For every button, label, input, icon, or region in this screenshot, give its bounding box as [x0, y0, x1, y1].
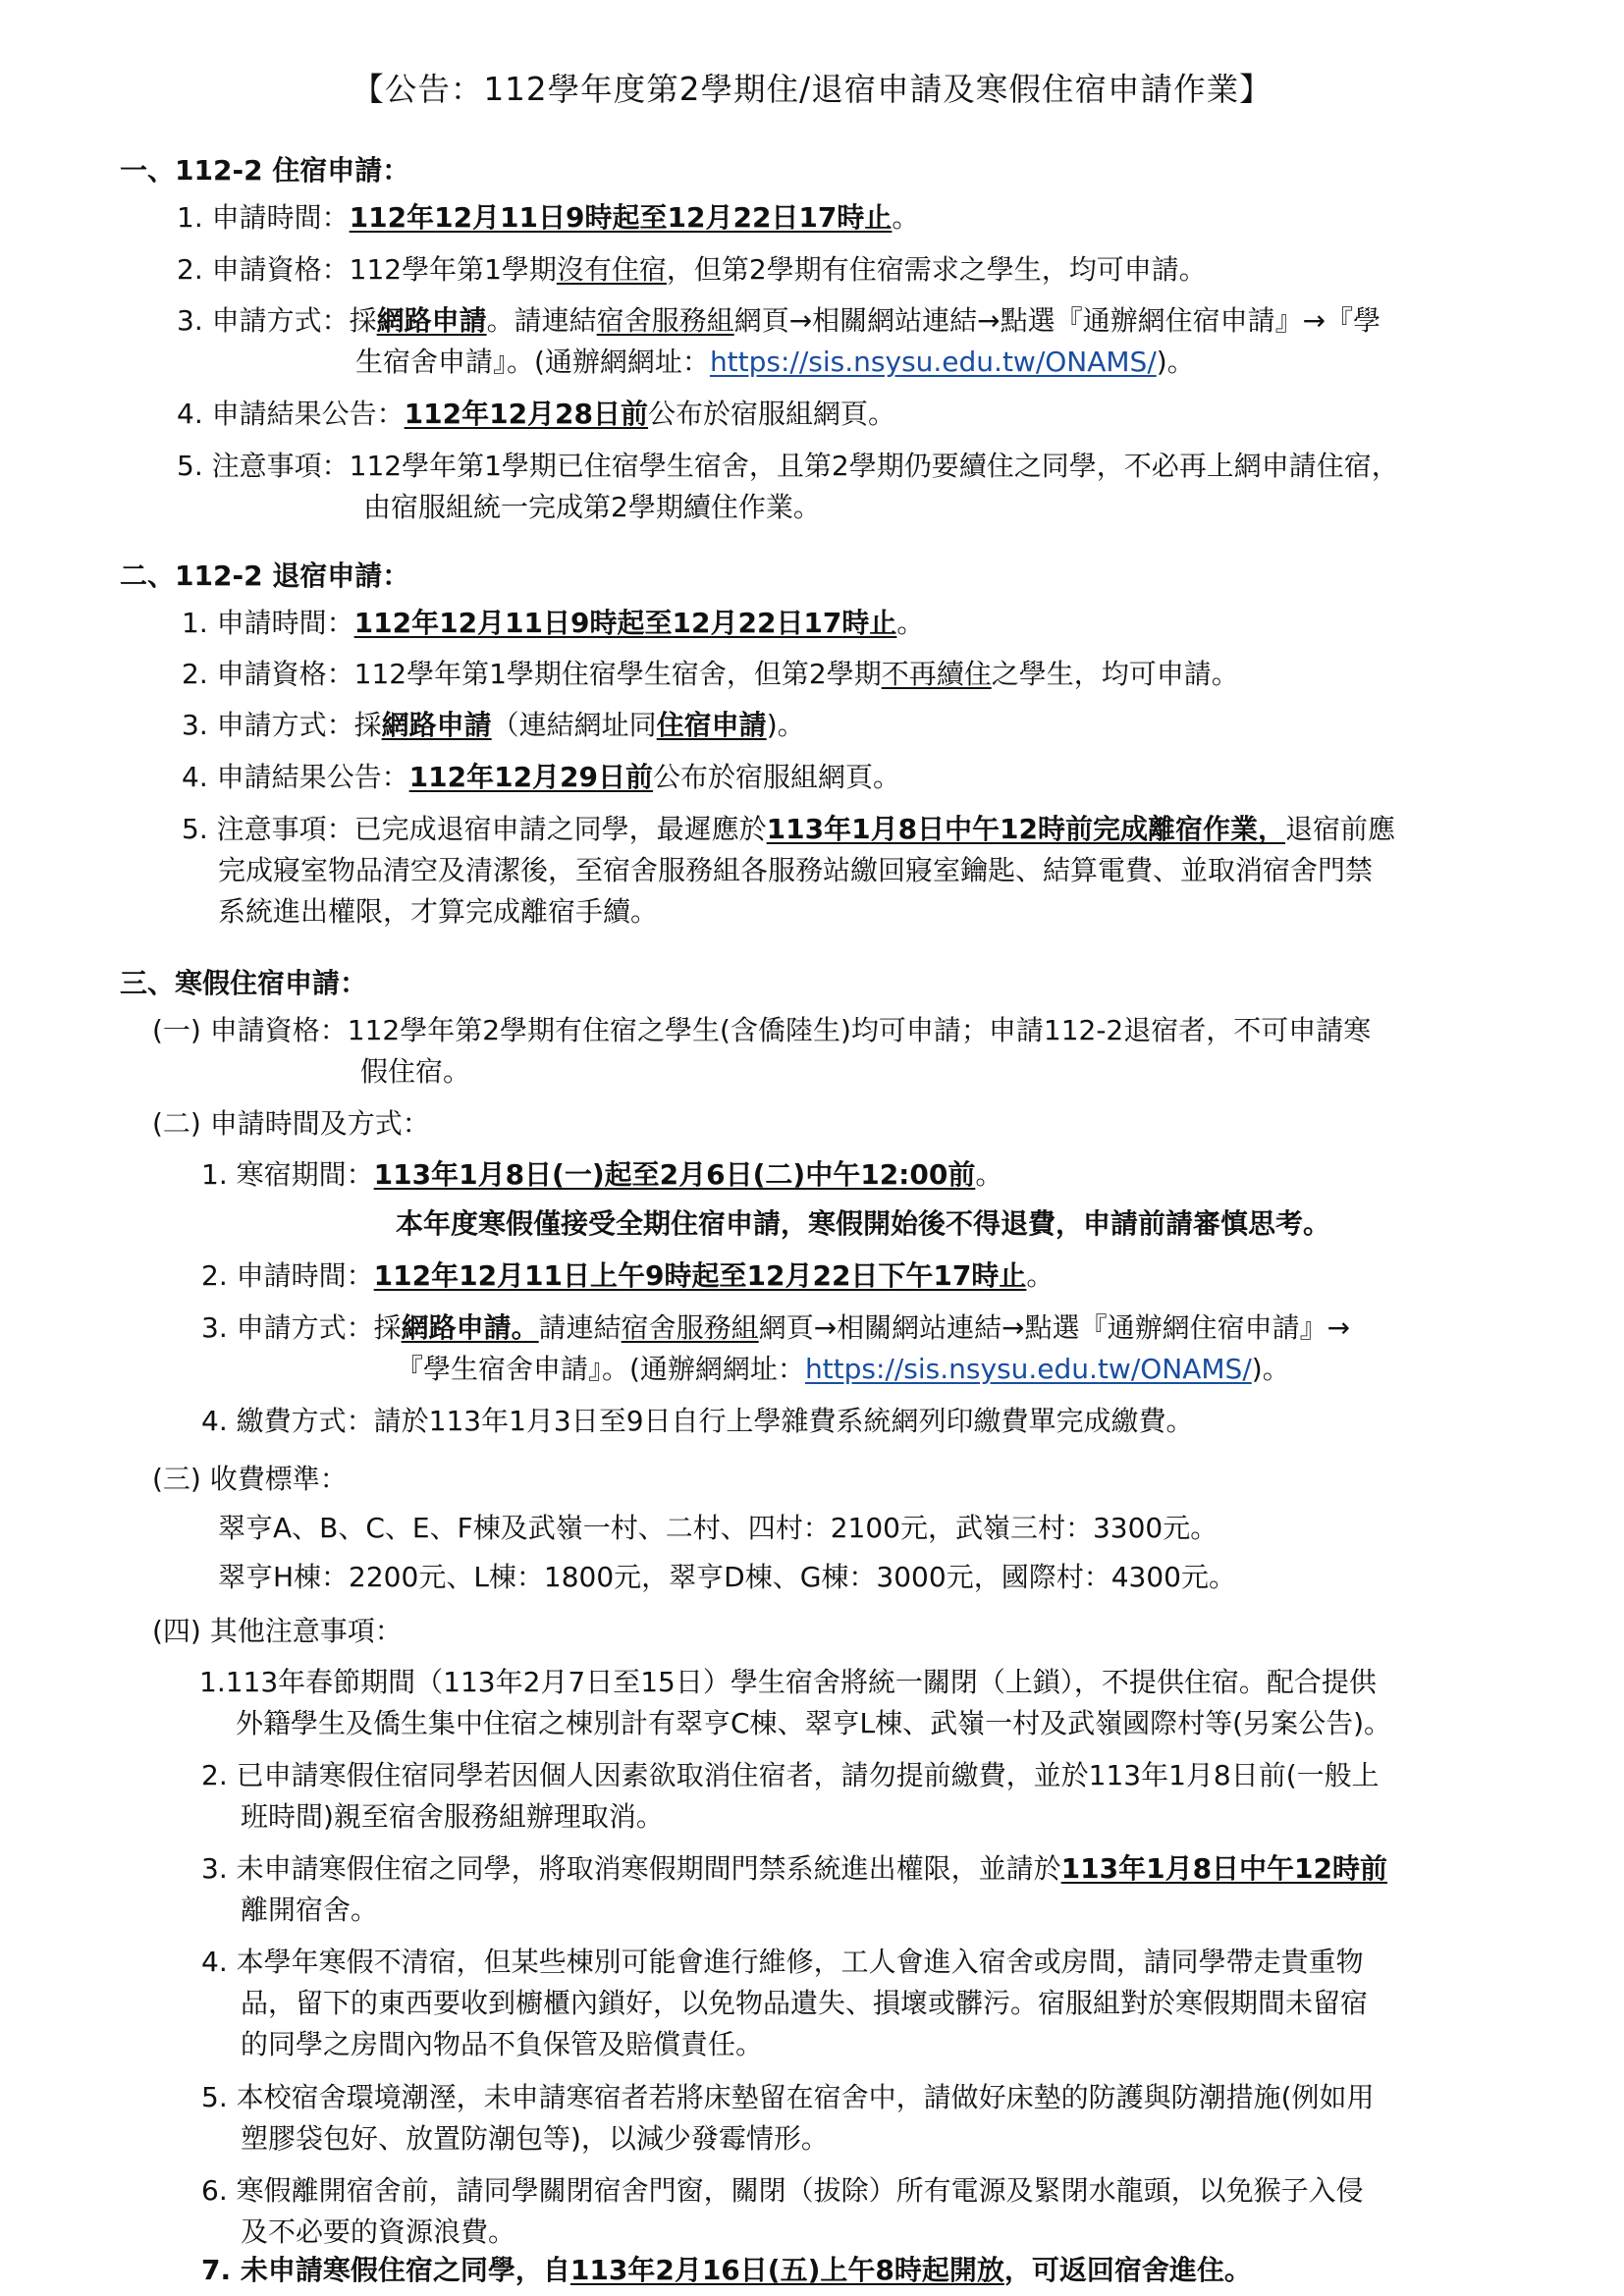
- onams-link[interactable]: https://sis.nsysu.edu.tw/ONAMS/: [709, 346, 1157, 378]
- text: 網頁→相關網站連結→點選『通辦網住宿申請』→: [758, 1311, 1351, 1344]
- dorm-service-link[interactable]: 宿舍服務組: [621, 1311, 759, 1344]
- text: 申請方式：採: [236, 1311, 402, 1344]
- s2-item-5-cont-1: 完成寢室物品清空及清潔後，至宿舍服務組各服務站繳回寢室鑰匙、結算電費、並取消宿舍門禁: [218, 854, 1374, 886]
- text: 退宿前應: [1285, 813, 1396, 845]
- text: )。: [1156, 346, 1195, 378]
- text: ，但第2學期有住宿需求之學生，均可申請。: [666, 253, 1207, 286]
- label: 寒宿期間：: [236, 1158, 374, 1191]
- s3-p2-item-3: [201, 1311, 1350, 1345]
- result-date: 112年12月29日前: [408, 761, 654, 793]
- s1-item-4: [177, 398, 895, 431]
- item-number: 2.: [201, 1759, 228, 1791]
- text: 申請資格：112學年第1學期: [211, 253, 557, 286]
- text: 113年春節期間（113年2月7日至15日）學生宿舍將統一關閉（上鎖），不提供住宿。配合提供: [225, 1666, 1377, 1698]
- part-heading: 申請時間及方式：: [209, 1107, 430, 1140]
- label: 申請時間：: [211, 201, 350, 234]
- text: 寒假離開宿舍前，請同學關閉宿舍門窗，關閉（拔除）所有電源及緊閉水龍頭，以免猴子入侵: [236, 2174, 1364, 2207]
- item-number: 4.: [201, 1405, 228, 1437]
- s2-item-4: [182, 761, 900, 794]
- emphasis: 網路申請: [381, 709, 492, 741]
- text: 申請資格：112學年第1學期住宿學生宿舍，但第2學期: [216, 658, 882, 690]
- deadline: 113年1月8日中午12時前: [1060, 1852, 1388, 1885]
- section-1-heading: 一、112-2 住宿申請：: [120, 154, 410, 187]
- text: 網頁→相關網站連結→點選『通辦網住宿申請』→『學: [733, 304, 1381, 337]
- item-number: 1.: [182, 607, 208, 639]
- s3-p2-item-4: [201, 1405, 1194, 1438]
- item-number: 4.: [182, 761, 208, 793]
- item-number: 2.: [201, 1259, 228, 1292]
- s3-p4-item-4: [201, 1946, 1364, 1979]
- text: 請連結: [538, 1311, 622, 1344]
- item-number: 3.: [201, 1311, 228, 1344]
- s3-p2-item-2: [201, 1259, 1054, 1293]
- label: 申請結果公告：: [211, 398, 405, 430]
- s2-item-1: [182, 607, 924, 640]
- item-number: 5.: [177, 450, 203, 482]
- s3-p2-item-1: [201, 1158, 1002, 1192]
- item-number: 1.: [199, 1666, 226, 1698]
- s3-p4-item-2-cont: 班時間)親至宿舍服務組辦理取消。: [241, 1800, 664, 1833]
- text: 本學年寒假不清宿，但某些棟別可能會進行維修，工人會進入宿舍或房間，請同學帶走貴重物: [236, 1946, 1364, 1978]
- s3-p4-item-5: [201, 2081, 1375, 2114]
- item-number: 3.: [201, 1852, 228, 1885]
- item-number: 6.: [201, 2174, 228, 2207]
- s3-part-3: [152, 1463, 348, 1496]
- item-number: 5.: [182, 813, 208, 845]
- label: 申請結果公告：: [216, 761, 409, 793]
- text: 本校宿舍環境潮溼，未申請寒宿者若將床墊留在宿舍中，請做好床墊的防護與防潮措施(例如用: [236, 2081, 1375, 2113]
- s3-p4-item-7: [201, 2254, 1252, 2287]
- item-number: 4.: [177, 398, 203, 430]
- text: )。: [1251, 1353, 1290, 1385]
- fee-line-1: 翠亨A、B、C、E、F棟及武嶺一村、二村、四村：2100元，武嶺三村：3300元。: [218, 1512, 1218, 1544]
- punct: 。: [896, 607, 925, 639]
- text: 已申請寒假住宿同學若因個人因素欲取消住宿者，請勿提前繳費，並於113年1月8日前(一般上: [236, 1759, 1380, 1791]
- text: 繳費方式：請於113年1月3日至9日自行上學雜費系統網列印繳費單完成繳費。: [236, 1405, 1194, 1437]
- s3-part-1-cont: 假住宿。: [360, 1055, 471, 1088]
- punct: 。: [1026, 1259, 1055, 1292]
- text: 公布於宿服組網頁。: [653, 761, 901, 793]
- item-number: 4.: [201, 1946, 228, 1978]
- s1-item-5-cont: 由宿服組統一完成第2學期續住作業。: [363, 491, 821, 523]
- s2-item-3: [182, 709, 805, 742]
- item-number: 3.: [182, 709, 208, 741]
- winter-period: 113年1月8日(一)起至2月6日(二)中午12:00前: [373, 1158, 976, 1191]
- item-number: 7.: [201, 2254, 232, 2286]
- part-number: (四): [152, 1615, 201, 1647]
- punct: 。: [975, 1158, 1003, 1191]
- item-number: 2.: [177, 253, 203, 286]
- emphasis: 網路申請。: [401, 1311, 539, 1344]
- notice-title: 【公告：112學年度第2學期住/退宿申請及寒假住宿申請作業】: [352, 71, 1272, 108]
- item-number: 3.: [177, 304, 203, 337]
- fee-line-2: 翠亨H棟：2200元、L棟：1800元，翠亨D棟、G棟：3000元，國際村：4300元。: [218, 1561, 1236, 1593]
- label: 申請時間：: [236, 1259, 374, 1292]
- text: 『學生宿舍申請』。(通辦網網址：: [396, 1353, 805, 1385]
- s2-item-2: [182, 658, 1239, 691]
- emphasis: 住宿申請: [656, 709, 767, 741]
- label: 申請時間：: [216, 607, 354, 639]
- emphasis: 網路申請: [376, 304, 487, 337]
- text: （連結網址同: [491, 709, 657, 741]
- item-number: 1.: [177, 201, 203, 234]
- s3-p4-item-4-cont-1: 品，留下的東西要收到櫥櫃內鎖好，以免物品遺失、損壞或髒污。宿服組對於寒假期間未留宿: [241, 1987, 1369, 2019]
- text: 注意事項：已完成退宿申請之同學，最遲應於: [216, 813, 767, 845]
- dorm-service-link[interactable]: 宿舍服務組: [596, 304, 734, 337]
- s3-part-2: [152, 1107, 430, 1141]
- s1-item-2: [177, 253, 1207, 287]
- s3-p4-item-2: [201, 1759, 1380, 1792]
- s1-item-3: [177, 304, 1380, 338]
- section-2-heading: 二、112-2 退宿申請：: [120, 560, 410, 592]
- text: 未申請寒假住宿之同學，將取消寒假期間門禁系統進出權限，並請於: [236, 1852, 1061, 1885]
- s3-p4-item-5-cont: 塑膠袋包好、放置防潮包等)，以減少發霉情形。: [241, 2122, 829, 2155]
- reopen-date: 113年2月16日(五)上午8時起開放: [569, 2254, 1004, 2286]
- s3-p4-item-1: [199, 1666, 1377, 1699]
- result-date: 112年12月28日前: [404, 398, 649, 430]
- application-period: 112年12月11日上午9時起至12月22日下午17時止: [373, 1259, 1027, 1292]
- emphasis: 113年1月8日中午12時前完成離宿作業，: [766, 813, 1286, 845]
- s3-part-1: [152, 1014, 1371, 1047]
- text: 申請資格：112學年第2學期有住宿之學生(含僑陸生)均可申請；申請112-2退宿者，不可申請寒: [209, 1014, 1372, 1046]
- part-heading: 其他注意事項：: [209, 1615, 403, 1647]
- part-number: (三): [152, 1463, 201, 1495]
- text: 生宿舍申請』。(通辦網網址：: [355, 346, 710, 378]
- s1-item-5: [177, 450, 1399, 483]
- s3-p4-item-6: [201, 2174, 1364, 2208]
- emphasis: 沒有住宿: [556, 253, 667, 286]
- s3-part-4: [152, 1615, 403, 1648]
- text: 。請連結: [486, 304, 597, 337]
- s3-p4-item-1-cont: 外籍學生及僑生集中住宿之棟別計有翠亨C棟、翠亨L棟、武嶺一村及武嶺國際村等(另案公告)。: [236, 1707, 1392, 1739]
- part-number: (一): [152, 1014, 201, 1046]
- s2-item-5-cont-2: 系統進出權限，才算完成離宿手續。: [218, 895, 659, 928]
- text: 之學生，均可申請。: [991, 658, 1239, 690]
- item-number: 1.: [201, 1158, 228, 1191]
- part-heading: 收費標準：: [209, 1463, 348, 1495]
- text: 未申請寒假住宿之同學，自: [240, 2254, 570, 2286]
- s1-item-1: [177, 201, 919, 235]
- s3-p4-item-6-cont: 及不必要的資源浪費。: [241, 2216, 516, 2248]
- text: )。: [766, 709, 805, 741]
- full-term-note: 本年度寒假僅接受全期住宿申請，寒假開始後不得退費，申請前請審慎思考。: [396, 1207, 1331, 1240]
- onams-link[interactable]: https://sis.nsysu.edu.tw/ONAMS/: [804, 1353, 1252, 1385]
- item-number: 2.: [182, 658, 208, 690]
- s2-item-5: [182, 813, 1395, 846]
- application-period: 112年12月11日9時起至12月22日17時止: [349, 201, 893, 234]
- text: 注意事項：112學年第1學期已住宿學生宿舍，且第2學期仍要續住之同學，不必再上網申請住宿，: [211, 450, 1399, 482]
- emphasis: 不再續住: [881, 658, 992, 690]
- punct: 。: [892, 201, 920, 234]
- s3-p4-item-4-cont-2: 的同學之房間內物品不負保管及賠償責任。: [241, 2028, 764, 2060]
- text: 申請方式：採: [216, 709, 382, 741]
- s3-p4-item-3-cont: 離開宿舍。: [241, 1894, 379, 1926]
- item-number: 5.: [201, 2081, 228, 2113]
- text: ，可返回宿舍進住。: [1003, 2254, 1252, 2286]
- text: 申請方式：採: [211, 304, 377, 337]
- s3-p2-item-3-cont: [396, 1353, 1290, 1386]
- text: 公布於宿服組網頁。: [648, 398, 896, 430]
- section-3-heading: 三、寒假住宿申請：: [120, 967, 368, 999]
- part-number: (二): [152, 1107, 201, 1140]
- s1-item-3-cont: [355, 346, 1195, 379]
- s3-p4-item-3: [201, 1852, 1387, 1886]
- application-period: 112年12月11日9時起至12月22日17時止: [353, 607, 897, 639]
